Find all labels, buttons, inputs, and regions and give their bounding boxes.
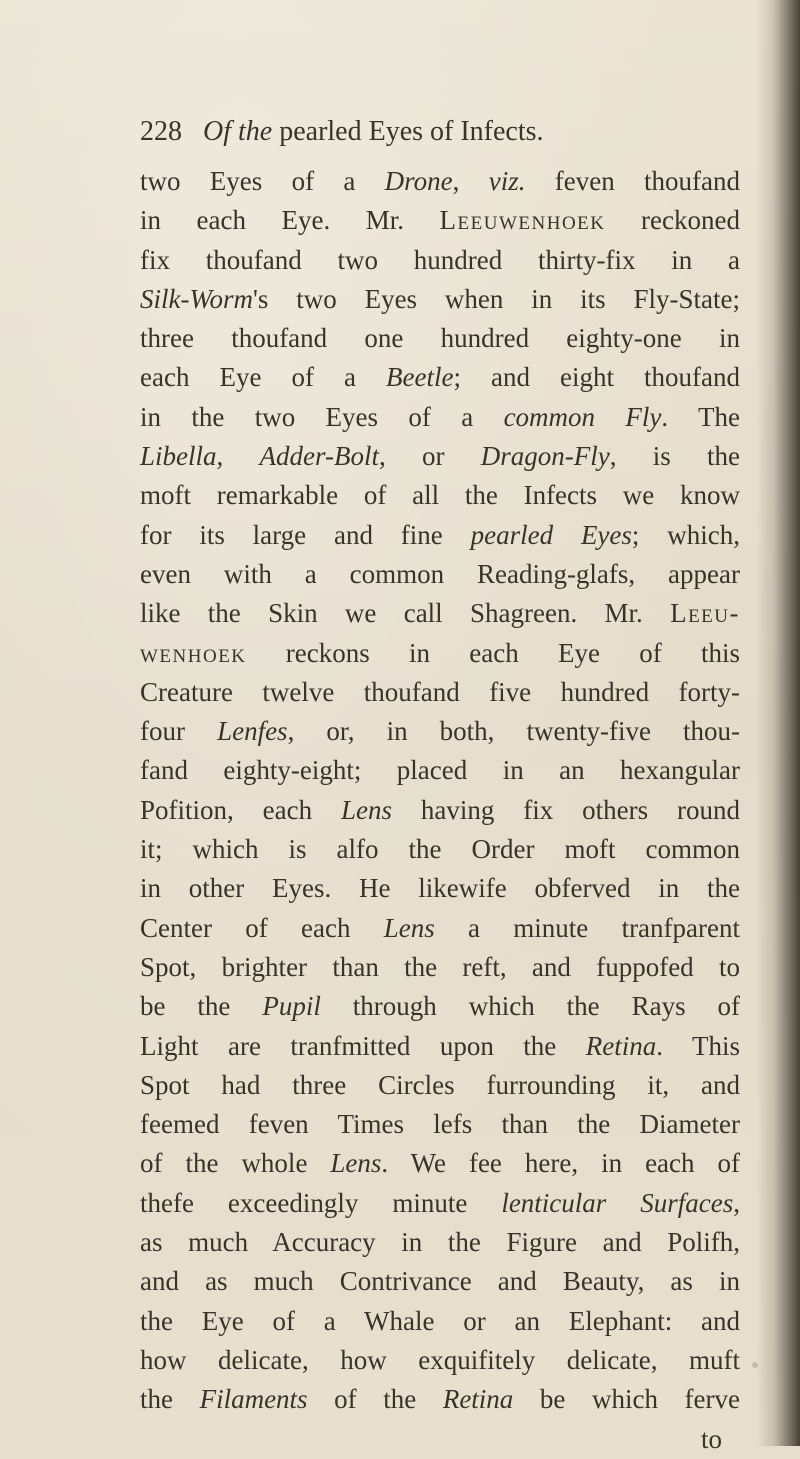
text-segment: . The — [661, 401, 740, 432]
text-line — [140, 751, 740, 790]
italic-text: Retina — [585, 1030, 657, 1061]
text-segment: fix thoufand two hundred thirty-fix in a — [140, 244, 740, 275]
text-line — [140, 634, 740, 673]
italic-text: Silk-Worm — [140, 283, 253, 314]
text-line — [140, 319, 740, 358]
text-line — [140, 948, 740, 987]
text-segment: reckoned — [605, 205, 740, 236]
text-segment: Light are tranfmitted upon the — [140, 1030, 586, 1061]
italic-text: Pupil — [262, 991, 321, 1022]
italic-text: Adder-Bolt — [259, 441, 379, 472]
text-segment: for its large and fine — [140, 519, 471, 550]
text-segment: it; which is alfo the Order moft common — [140, 834, 740, 865]
italic-text: Lens — [383, 912, 435, 943]
paper-fleck — [752, 1362, 758, 1368]
text-segment: two Eyes of a — [140, 166, 385, 196]
text-line — [140, 1262, 740, 1301]
text-segment: feemed feven Times lefs than the Diameter — [140, 1109, 740, 1140]
text-segment: fand eighty-eight; placed in an hexangular — [140, 755, 740, 786]
text-segment: and as much Contrivance and Beauty, as in — [140, 1266, 740, 1297]
italic-text: lenticular Surfaces — [501, 1187, 734, 1218]
text-segment: thefe exceedingly minute — [140, 1187, 502, 1218]
text-segment: reckons in each Eye of this — [246, 637, 740, 668]
text-segment: . We fee here, in each of — [381, 1148, 740, 1179]
text-line — [140, 791, 740, 830]
text-line — [140, 1341, 740, 1380]
text-segment: moft remarkable of all the Infects we know — [140, 480, 740, 511]
text-segment: in the two Eyes of a — [140, 401, 504, 432]
text-segment: Spot had three Circles furrounding it, and — [140, 1069, 740, 1100]
italic-text: Drone — [384, 166, 453, 196]
text-line — [140, 358, 740, 397]
text-segment: to — [700, 1423, 722, 1454]
text-segment: , or — [378, 441, 481, 472]
text-line — [140, 516, 740, 555]
text-segment: even with a common Reading-glafs, appear — [140, 558, 740, 589]
italic-text: common Fly — [503, 401, 662, 432]
italic-text: Dragon-Fly — [480, 441, 610, 472]
text-segment: Pofition, each — [140, 794, 341, 825]
italic-text: Filaments — [199, 1384, 308, 1415]
text-segment: , — [733, 1187, 740, 1218]
text-segment: , or, in both, twenty-five thou- — [287, 716, 741, 747]
text-line — [140, 1184, 740, 1223]
text-segment: , — [216, 441, 260, 472]
text-segment: three thoufand one hundred eighty-one in — [140, 323, 740, 354]
page-gutter-shadow — [756, 0, 800, 1446]
text-segment: four — [140, 716, 218, 747]
italic-text: Libella — [140, 441, 217, 472]
small-caps-name: wenhoek — [140, 637, 247, 668]
text-line — [140, 162, 740, 201]
text-segment: be the — [140, 991, 263, 1022]
text-segment: Creature twelve thoufand five hundred forty- — [140, 676, 740, 707]
text-segment: of the whole — [140, 1148, 331, 1179]
text-segment: as much Accuracy in the Figure and Polifh, — [140, 1227, 740, 1258]
text-line — [140, 476, 740, 515]
text-segment: , — [452, 166, 489, 196]
text-segment: feven thoufand — [525, 166, 741, 196]
text-line — [140, 712, 740, 751]
text-line — [140, 1380, 740, 1419]
text-segment: having fix others round — [392, 794, 740, 825]
text-segment: Center of each — [140, 912, 384, 943]
text-segment: be which ferve — [513, 1384, 740, 1415]
italic-text: Lens — [330, 1148, 382, 1179]
text-segment: in each Eye. Mr. — [140, 205, 440, 236]
text-line — [140, 1105, 740, 1144]
text-line — [140, 1066, 740, 1105]
text-line — [140, 830, 740, 869]
text-line — [140, 909, 740, 948]
text-line — [140, 1223, 740, 1262]
text-line — [140, 555, 740, 594]
text-line — [140, 987, 740, 1026]
text-line — [140, 1420, 740, 1459]
text-line — [140, 594, 740, 633]
small-caps-name: Leeuwenhoek — [439, 205, 606, 236]
running-head-title: pearled Eyes of Infects. — [279, 116, 544, 147]
text-segment: through which the Rays of — [320, 991, 740, 1022]
text-line — [140, 1144, 740, 1183]
page-number: 228 — [140, 116, 182, 147]
body-text — [140, 162, 740, 1459]
italic-text: Lens — [340, 794, 392, 825]
small-caps-name: Leeu- — [670, 598, 740, 629]
text-line — [140, 241, 740, 280]
text-line — [140, 201, 740, 240]
italic-text: Beetle — [386, 362, 454, 393]
text-segment: ; and eight thoufand — [453, 362, 740, 393]
text-segment: Spot, brighter than the reft, and fuppofed to — [140, 951, 740, 982]
text-segment: a minute tranfparent — [434, 912, 740, 943]
text-line — [140, 280, 740, 319]
text-segment: the — [140, 1384, 200, 1415]
text-segment: . This — [656, 1030, 741, 1061]
italic-text: viz. — [488, 166, 526, 196]
text-line — [140, 1027, 740, 1066]
text-segment: each Eye of a — [140, 362, 387, 393]
text-line — [140, 1302, 740, 1341]
text-line — [140, 869, 740, 908]
text-segment: in other Eyes. He likewife obferved in the — [140, 873, 740, 904]
text-segment: of the — [307, 1384, 443, 1415]
text-line — [140, 398, 740, 437]
text-segment: , is the — [609, 441, 741, 472]
italic-text: pearled Eyes — [470, 519, 632, 550]
text-segment: ; which, — [631, 519, 740, 550]
running-head — [140, 112, 740, 152]
italic-text: Retina — [442, 1384, 514, 1415]
text-segment: how delicate, how exquifitely delicate, muft — [140, 1344, 740, 1375]
text-segment: like the Skin we call Shagreen. Mr. — [140, 598, 671, 629]
text-segment: the Eye of a Whale or an Elephant: and — [140, 1305, 740, 1336]
running-head-italic: Of the — [203, 116, 273, 147]
italic-text: Lenfes — [217, 716, 288, 747]
text-line — [140, 673, 740, 712]
text-line — [140, 437, 740, 476]
text-segment: 's two Eyes when in its Fly-State; — [253, 283, 740, 314]
